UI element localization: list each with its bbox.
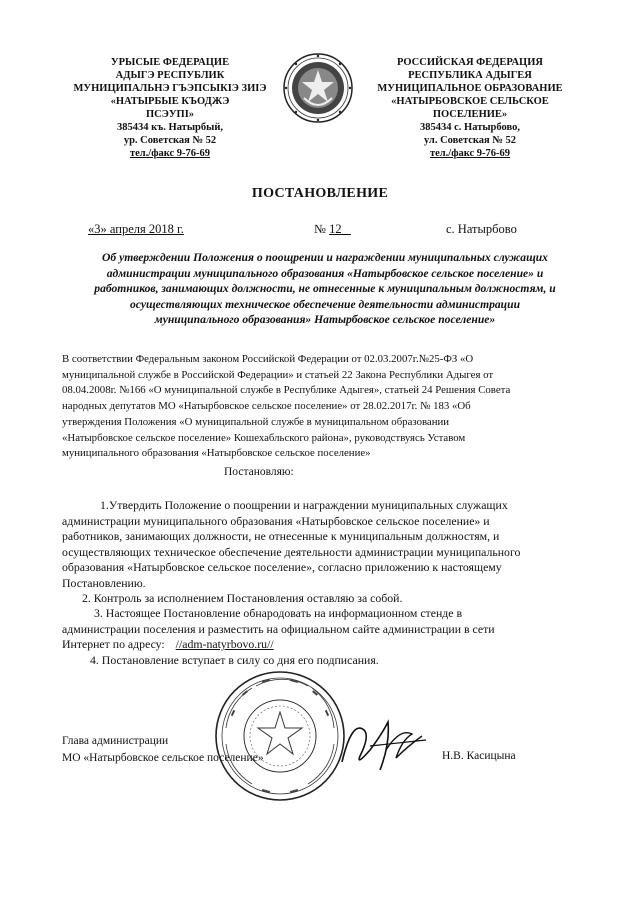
document-number: [314, 222, 351, 237]
item-2: 2. Контроль за исполнением Постановления оставляю за собой.: [82, 591, 403, 605]
preamble-line: муниципального образования «Натырбовское сельское поселение»: [62, 447, 371, 460]
header-left-phone: тел./факс 9-76-69: [129, 148, 211, 159]
preamble-line: утверждения Положения «О муниципальной службе в муниципальном образовании: [62, 415, 450, 428]
header-right-line: МУНИЦИПАЛЬНОЕ ОБРАЗОВАНИЕ: [377, 83, 563, 94]
item-1-line: работников, занимающих должности, не отнесенные к муниципальным должностям, и: [62, 529, 500, 544]
document-title: ПОСТАНОВЛЕНИЕ: [251, 186, 389, 201]
header-right-phone: тел./факс 9-76-69: [429, 148, 511, 159]
header-left-line: ПСЭУПI»: [145, 109, 195, 120]
subject-line: работников, занимающих должности, не отнесенные к муниципальным должностям, и: [94, 282, 556, 295]
document-date-text: «3» апреля 2018 г.: [88, 222, 184, 236]
item-3-line: администрации поселения и разместить на официальном сайте администрации в сети: [62, 621, 495, 636]
document-number-prefix: №: [314, 222, 326, 236]
signature-title-line: Глава администрации: [62, 735, 169, 747]
document-number-value: 12: [329, 222, 342, 236]
number-underline-tail: [342, 222, 351, 236]
signer-name: Н.В. Касицына: [442, 750, 516, 762]
item-1: [62, 498, 520, 592]
signature-title-line: МО «Натырбовское сельское поселение»: [62, 752, 264, 764]
header-right-line: РЕСПУБЛИКА АДЫГЕЯ: [408, 70, 532, 81]
item-3: [62, 606, 495, 653]
item-4: 4. Постановление вступает в силу со дня его подписания.: [90, 653, 379, 667]
item-1-line: 1.Утвердить Положение о поощрении и награждении муниципальных служащих: [100, 498, 508, 512]
header-left-line: 385434 къ. Натырбый,: [116, 122, 223, 133]
header-left-line: МУНИЦИПАЛЬНЭ ГЪЭПСЫКIЭ ЗИIЭ: [73, 83, 267, 94]
item-3-line: [62, 637, 495, 653]
header-left-block: [70, 56, 270, 160]
header-right-line: ул. Советская № 52: [423, 135, 517, 146]
decree-word: Постановляю:: [224, 466, 294, 478]
preamble-line: народных депутатов МО «Натырбовское сельское поселение» от 28.02.2017г. № 183 «Об: [62, 400, 471, 413]
preamble-line: 08.04.2008г. №166 «О муниципальной службе в Республике Адыгея», статьей 24 Решения Совета: [62, 384, 511, 397]
document-date: [88, 222, 184, 237]
header-right-block: [365, 56, 575, 160]
document-subject: [70, 250, 580, 328]
preamble: [62, 352, 510, 462]
subject-line: осуществляющих техническое обеспечение деятельности администрации: [129, 297, 521, 311]
item-3-line: 3. Настоящее Постановление обнародовать на информационном стенде в: [94, 606, 463, 620]
header-left-line: ур. Советская № 52: [123, 135, 217, 146]
item-1-line: Постановлению.: [62, 575, 146, 590]
subject-line: Об утверждении Положения о поощрении и награждении муниципальных служащих: [102, 251, 548, 264]
subject-line: муниципального образования» Натырбовское сельское поселение»: [154, 313, 496, 326]
preamble-line: муниципальной службе в Российской Федерации» и статьей 22 Закона Республики Адыгея от: [62, 368, 494, 381]
item-1-line: образования «Натырбовское сельское поселение», согласно приложению к настоящему: [62, 560, 502, 575]
header-right-line: РОССИЙСКАЯ ФЕДЕРАЦИЯ: [397, 57, 543, 68]
subject-line: администрации муниципального образования «Натырбовское сельское поселение» и: [106, 266, 544, 280]
site-link[interactable]: //adm-natyrbovo.ru//: [175, 637, 274, 652]
document-place: с. Натырбово: [446, 222, 517, 236]
handwritten-signature-icon: [330, 700, 440, 780]
header-left-line: АДЫГЭ РЕСПУБЛИК: [115, 70, 225, 81]
item-3-tail: Интернет по адресу:: [62, 637, 165, 652]
header-right-line: ПОСЕЛЕНИЕ»: [432, 109, 508, 120]
item-1-line: администрации муниципального образования «Натырбовское сельское поселение» и: [62, 513, 490, 528]
header-left-line: «НАТЫРБЫЕ КЪОДЖЭ: [110, 96, 230, 107]
preamble-line: «Натырбовское сельское поселение» Кошехабльского района», руководствуясь Уставом: [62, 431, 466, 444]
official-seal-icon: [212, 668, 348, 804]
header-right-line: «НАТЫРБОВСКОЕ СЕЛЬСКОЕ: [391, 96, 549, 107]
header-right-line: 385434 с. Натырбово,: [420, 122, 520, 133]
item-1-line: осуществляющих техническое обеспечение деятельности администрации муниципального: [62, 544, 521, 559]
coat-of-arms-icon: [282, 52, 354, 124]
header-left-line: УРЫСЫЕ ФЕДЕРАЦИЕ: [110, 57, 230, 68]
preamble-line: В соответствии Федеральным законом Российской Федерации от 02.03.2007г.№25-ФЗ «О: [62, 353, 474, 365]
